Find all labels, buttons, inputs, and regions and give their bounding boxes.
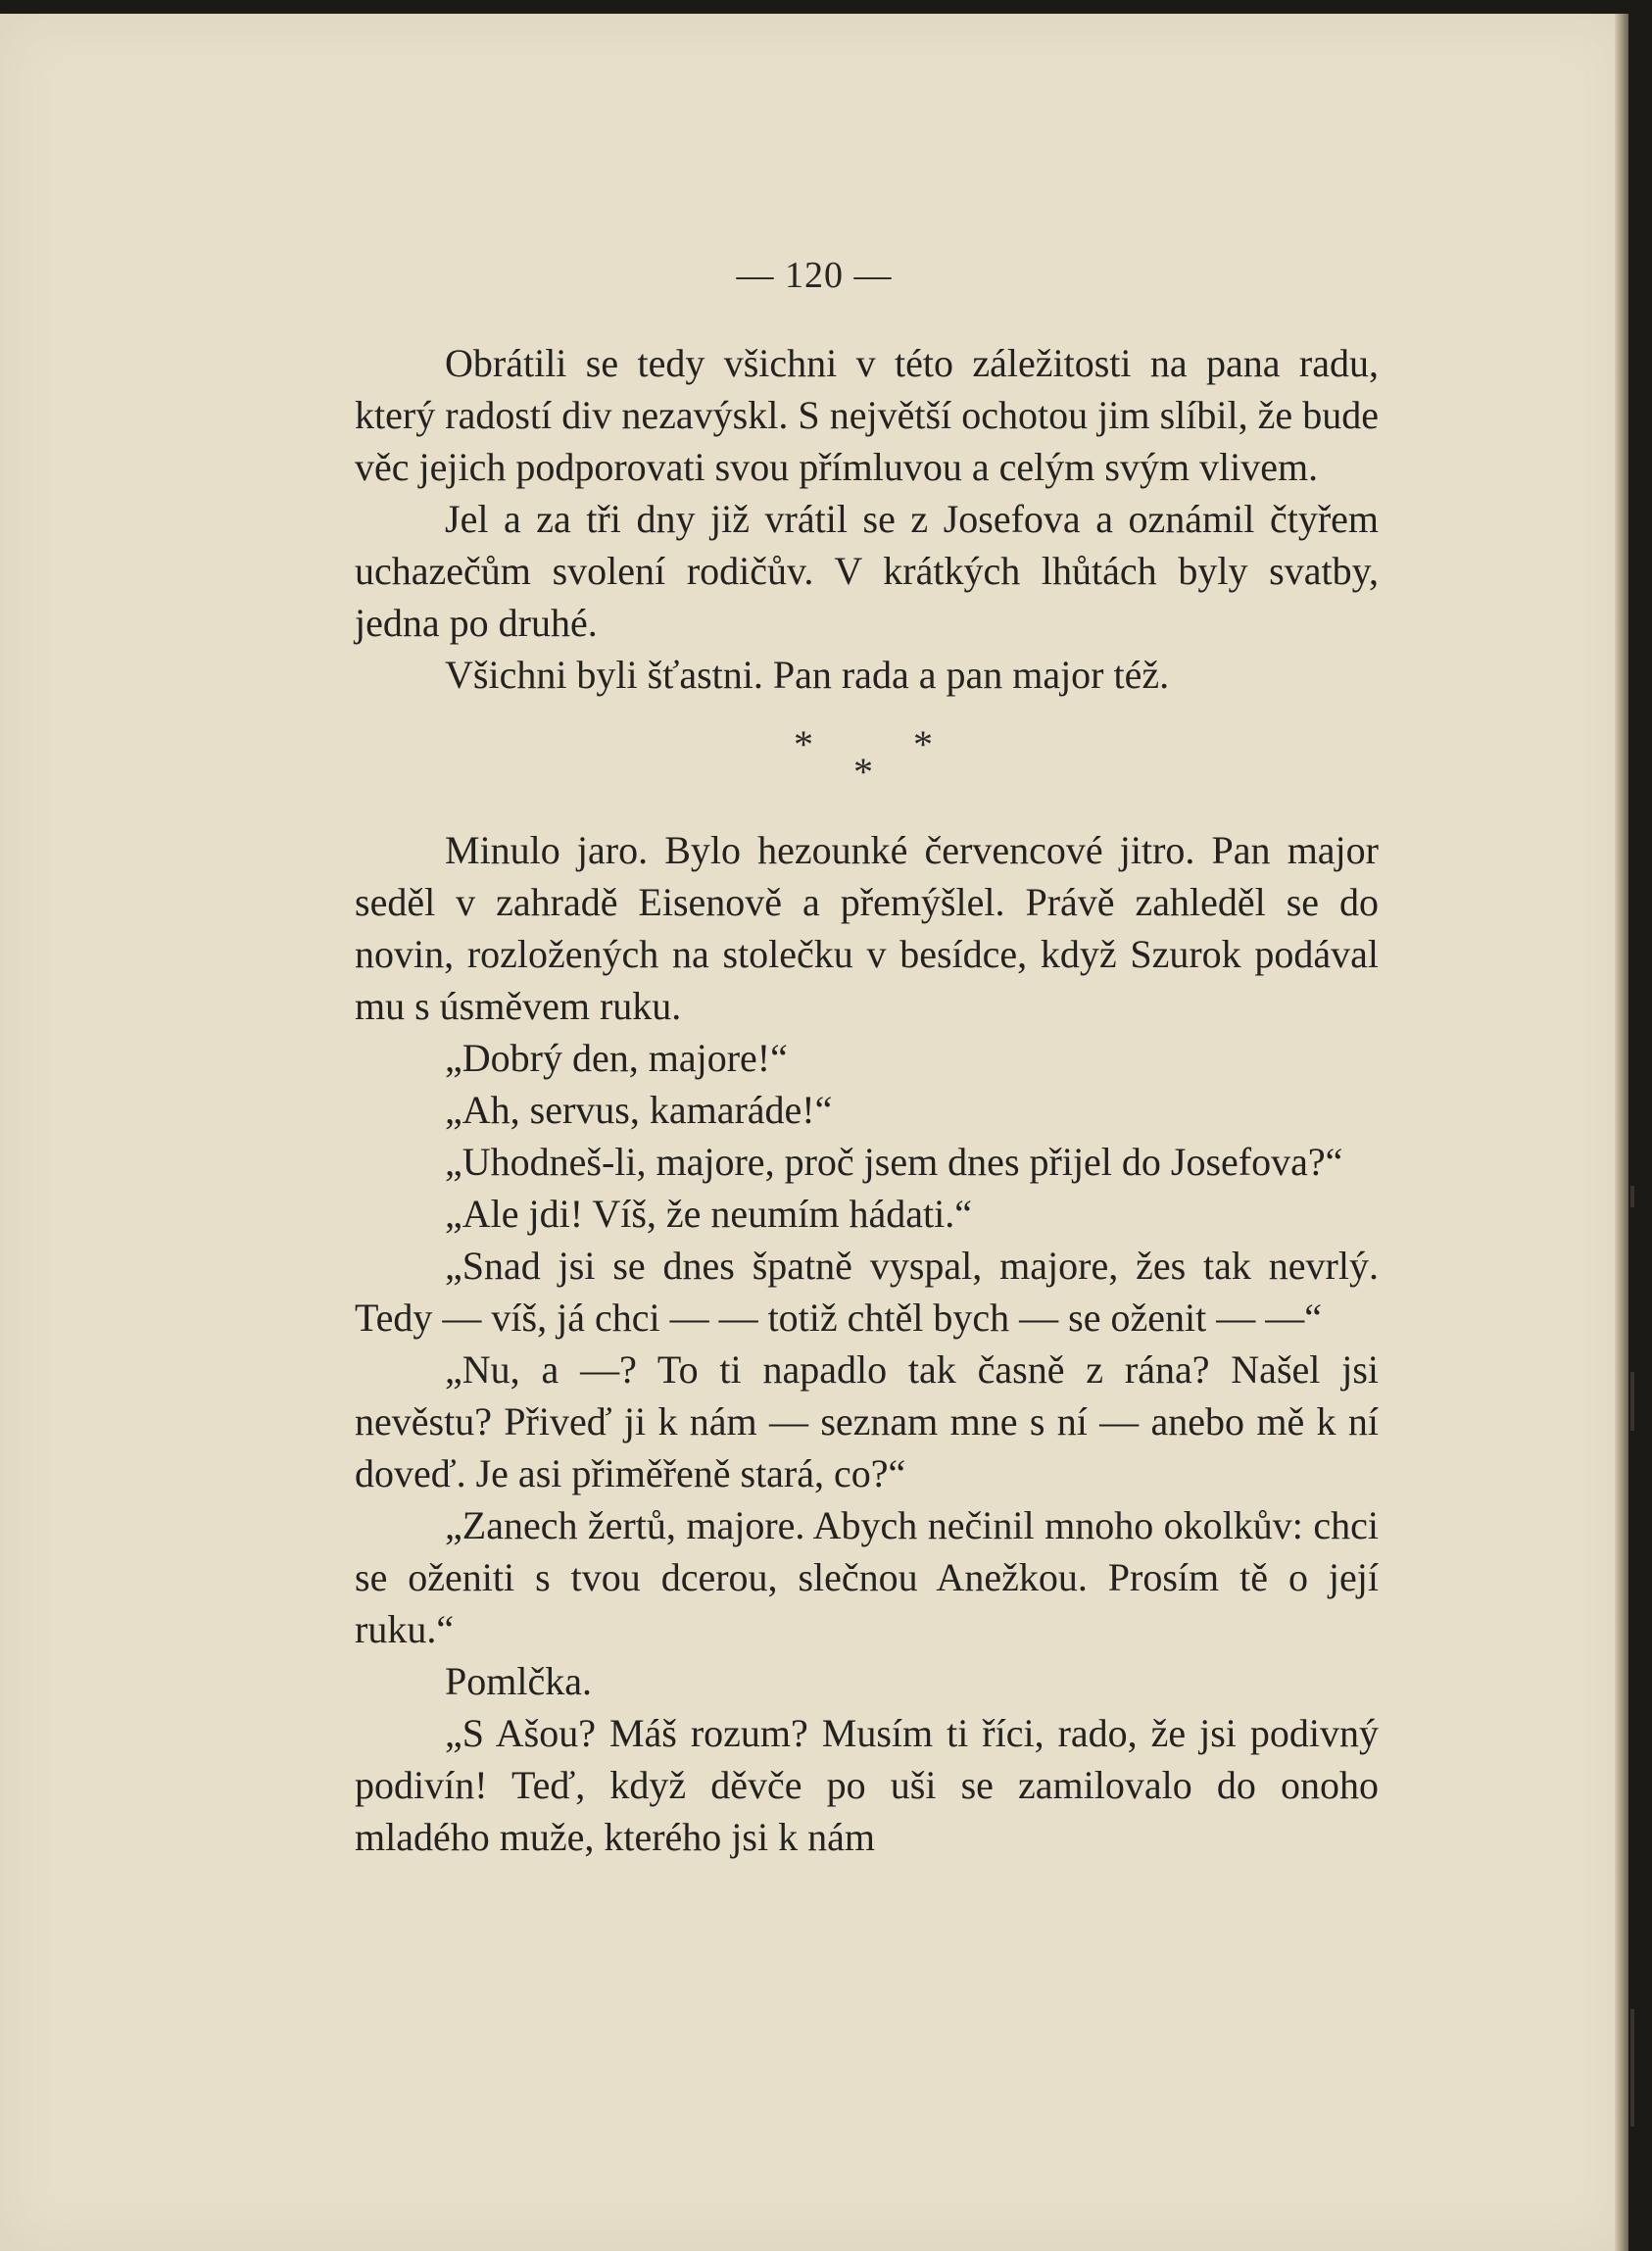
paragraph: Obrátili se tedy všichni v této záležitosti na pana radu, který radostí div nezavýskl. S největší ochotou jim slíbil, že bude věc jejich podporovati svou přímluvou a celým svým vlivem. [355, 341, 1379, 489]
paragraph: Jel a za tři dny již vrátil se z Josefova a oznámil čtyřem uchazečům svolení rodičův. V krátkých lhůtách byly svatby, jedna po druhé. [355, 497, 1379, 645]
section-separator [355, 709, 1379, 818]
scanned-page [0, 14, 1628, 2251]
dialogue-line: „Nu, a —? To ti napadlo tak časně z rána? Našel jsi nevěstu? Přiveď ji k nám — seznam mne s ní — anebo mě k ní doveď. Je asi přiměřeně stará, co?“ [355, 1347, 1379, 1495]
edge-mark [1630, 1372, 1634, 1431]
paragraph: Všichni byli šťastni. Pan rada a pan major též. [445, 653, 1170, 697]
paragraph: Minulo jaro. Bylo hezounké červencové jitro. Pan major seděl v zahradě Eisenově a přemýšlel. Právě zahleděl se do novin, rozložených na stolečku v besídce, když Szurok podával mu s úsměvem ruku. [355, 828, 1379, 1028]
edge-mark [1630, 1186, 1634, 1207]
dialogue-line: „Zanech žertů, majore. Abych nečinil mnoho okolkův: chci se oženiti s tvou dcerou, slečnou Anežkou. Prosím tě o její ruku.“ [355, 1503, 1379, 1651]
dialogue-line: „Uhodneš-li, majore, proč jsem dnes přijel do Josefova?“ [445, 1140, 1343, 1184]
dialogue-line: „S Ašou? Máš rozum? Musím ti říci, rado, že jsi podivný podivín! Teď, když děvče po uši se zamilovalo do onoho mladého muže, kterého jsi k nám [355, 1711, 1379, 1859]
dialogue-line: „Snad jsi se dnes špatně vyspal, majore, žes tak nevrlý. Tedy — víš, já chci — — totiž chtěl bych — se oženit — —“ [355, 1244, 1379, 1340]
paragraph: Pomlčka. [445, 1659, 592, 1703]
separator-star: * [794, 722, 813, 766]
dialogue-line: „Ah, servus, kamaráde!“ [445, 1088, 833, 1132]
dialogue-line: „Ale jdi! Víš, že neumím hádati.“ [445, 1192, 972, 1236]
edge-mark [1630, 2009, 1634, 2127]
dialogue-line: „Dobrý den, majore!“ [445, 1036, 788, 1080]
separator-star: * [853, 750, 873, 794]
page-number: — 120 — [736, 255, 893, 296]
page-binding-edge [1615, 14, 1628, 2251]
separator-star: * [913, 722, 933, 766]
body-text [355, 337, 1379, 1863]
